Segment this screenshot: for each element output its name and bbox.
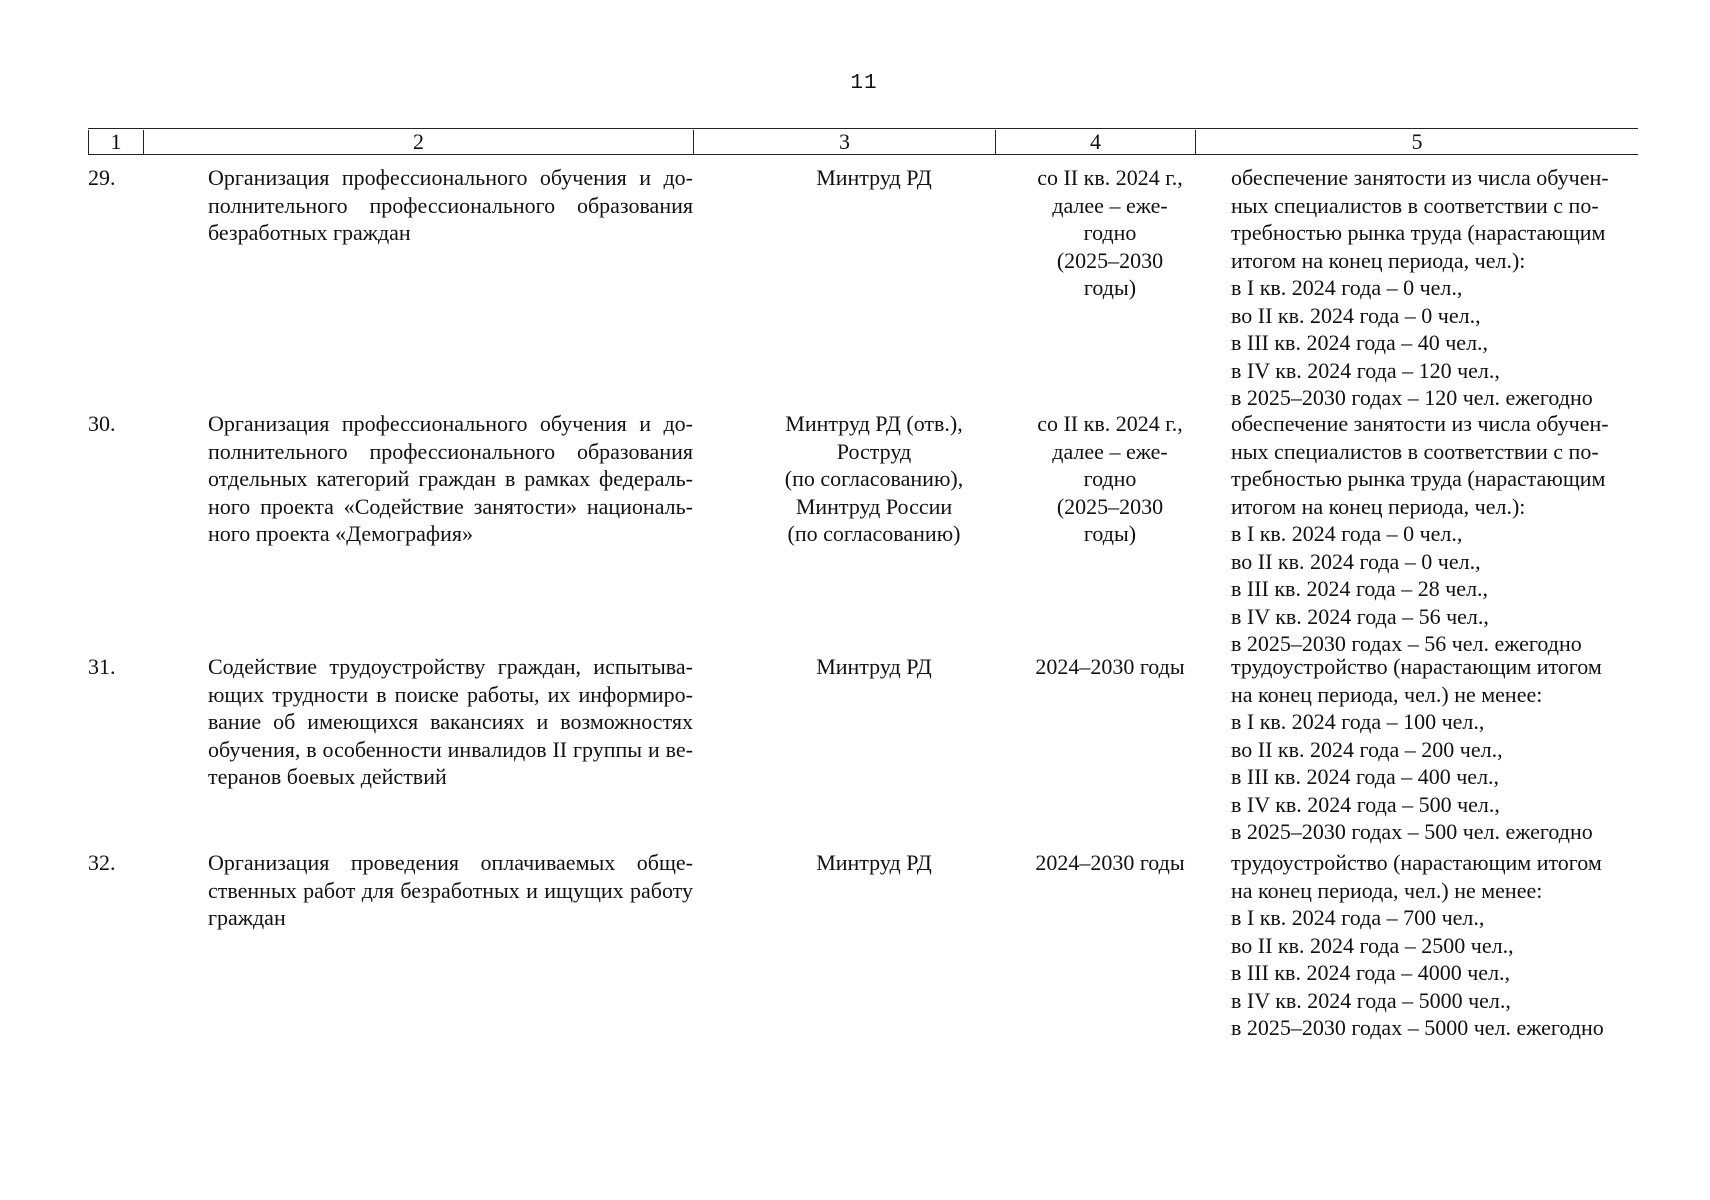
- measure-name-line: обучения, в особенности инвалидов II группы и ве-: [208, 736, 693, 762]
- execution-term: [995, 653, 1195, 846]
- row-number: 31.: [88, 654, 116, 679]
- table-header-row: [88, 130, 1638, 155]
- expected-result-line: в III кв. 2024 года – 40 чел.,: [1231, 330, 1489, 355]
- responsible-executor: [693, 653, 995, 846]
- expected-result: [1195, 410, 1638, 658]
- execution-term: [995, 164, 1195, 412]
- row-number: 29.: [88, 165, 116, 190]
- expected-result-line: во II кв. 2024 года – 0 чел.,: [1231, 302, 1481, 328]
- column-header-3: 3: [693, 130, 995, 154]
- execution-term-line: (2025–2030: [1056, 247, 1164, 273]
- column-header-4: 4: [995, 130, 1195, 154]
- measure-name-line: вание об имеющихся вакансиях и возможностях: [208, 709, 693, 734]
- measure-name: [143, 410, 693, 658]
- row-number: 32.: [88, 850, 116, 875]
- page-number: 11: [850, 72, 878, 95]
- expected-result-line: в IV кв. 2024 года – 56 чел.,: [1231, 603, 1489, 629]
- measure-name-line: полнительного профессионального образования: [208, 192, 693, 218]
- measure-name: [143, 849, 693, 1042]
- expected-result-line: обеспечение занятости из числа обучен-: [1231, 165, 1609, 190]
- execution-term-line: 2024–2030 годы: [1035, 850, 1185, 875]
- expected-result-line: в 2025–2030 годах – 5000 чел. ежегодно: [1231, 1015, 1604, 1040]
- expected-result-line: требностью рынка труда (нарастающим: [1231, 466, 1606, 491]
- execution-term-line: годы): [1083, 275, 1137, 300]
- table-row: [88, 164, 1638, 412]
- measure-name: [143, 164, 693, 412]
- expected-result-line: итогом на конец периода, чел.):: [1231, 247, 1526, 273]
- column-header-5: 5: [1195, 130, 1638, 154]
- table-top-rule: [88, 128, 1638, 129]
- responsible-executor-line: Минтруд России: [795, 493, 953, 519]
- expected-result-line: в IV кв. 2024 года – 5000 чел.,: [1231, 987, 1511, 1013]
- responsible-executor: [693, 164, 995, 412]
- expected-result-line: в 2025–2030 годах – 56 чел. ежегодно: [1231, 631, 1582, 656]
- expected-result-line: требностью рынка труда (нарастающим: [1231, 220, 1606, 245]
- expected-result-line: в 2025–2030 годах – 500 чел. ежегодно: [1231, 819, 1593, 844]
- responsible-executor-line: (по согласованию),: [784, 466, 964, 491]
- column-header-1: 1: [88, 130, 143, 154]
- expected-result-line: ных специалистов в соответствии с по-: [1231, 192, 1599, 218]
- expected-result-line: итогом на конец периода, чел.):: [1231, 493, 1526, 519]
- expected-result-line: трудоустройство (нарастающим итогом: [1231, 850, 1602, 875]
- expected-result-line: в III кв. 2024 года – 28 чел.,: [1231, 576, 1489, 601]
- expected-result-line: в I кв. 2024 года – 100 чел.,: [1231, 709, 1485, 734]
- execution-term-line: годно: [1083, 466, 1137, 491]
- responsible-executor: [693, 410, 995, 658]
- measure-name-line: Организация профессионального обучения и до-: [208, 411, 693, 436]
- row-number: 30.: [88, 411, 116, 436]
- column-header-2: 2: [143, 130, 693, 154]
- table-row: [88, 410, 1638, 658]
- expected-result-line: в 2025–2030 годах – 120 чел. ежегодно: [1231, 385, 1593, 410]
- execution-term: [995, 410, 1195, 658]
- expected-result-line: во II кв. 2024 года – 0 чел.,: [1231, 548, 1481, 574]
- measure-name-line: ного проекта «Содействие занятости» националь-: [208, 493, 693, 519]
- execution-term: [995, 849, 1195, 1042]
- measure-name-line: Содействие трудоустройству граждан, испытыва-: [208, 654, 693, 679]
- measure-name: [143, 653, 693, 846]
- expected-result: [1195, 849, 1638, 1042]
- execution-term-line: 2024–2030 годы: [1035, 654, 1185, 679]
- expected-result: [1195, 653, 1638, 846]
- expected-result-line: в IV кв. 2024 года – 120 чел.,: [1231, 357, 1500, 383]
- expected-result-line: в I кв. 2024 года – 0 чел.,: [1231, 275, 1463, 300]
- measure-name-line: ющих трудности в поиске работы, их информиро-: [208, 681, 693, 707]
- expected-result-line: трудоустройство (нарастающим итогом: [1231, 654, 1602, 679]
- execution-term-line: со II кв. 2024 г.,: [1037, 165, 1183, 190]
- measure-name-line: безработных граждан: [208, 220, 411, 245]
- measure-name-line: Организация профессионального обучения и до-: [208, 165, 693, 190]
- responsible-executor-line: Роструд: [836, 438, 912, 464]
- measure-name-line: теранов боевых действий: [208, 764, 447, 789]
- responsible-executor: [693, 849, 995, 1042]
- expected-result-line: в IV кв. 2024 года – 500 чел.,: [1231, 791, 1500, 817]
- measure-name-line: Организация проведения оплачиваемых обще-: [208, 850, 693, 875]
- execution-term-line: со II кв. 2024 г.,: [1037, 411, 1183, 436]
- responsible-executor-line: (по согласованию): [787, 521, 961, 546]
- responsible-executor-line: Минтруд РД (отв.),: [785, 411, 963, 436]
- measure-name-line: граждан: [208, 905, 286, 930]
- execution-term-line: далее – еже-: [1052, 438, 1168, 464]
- execution-term-line: далее – еже-: [1052, 192, 1168, 218]
- measure-name-line: ственных работ для безработных и ищущих работу: [208, 877, 693, 903]
- expected-result-line: в I кв. 2024 года – 700 чел.,: [1231, 905, 1485, 930]
- expected-result-line: в III кв. 2024 года – 400 чел.,: [1231, 764, 1500, 789]
- expected-result-line: во II кв. 2024 года – 2500 чел.,: [1231, 932, 1514, 958]
- execution-term-line: (2025–2030: [1056, 493, 1164, 519]
- expected-result-line: в III кв. 2024 года – 4000 чел.,: [1231, 960, 1511, 985]
- expected-result-line: во II кв. 2024 года – 200 чел.,: [1231, 736, 1503, 762]
- execution-term-line: годы): [1083, 521, 1137, 546]
- responsible-executor-line: Минтруд РД: [816, 850, 932, 875]
- measure-name-line: отдельных категорий граждан в рамках федераль-: [208, 466, 693, 491]
- expected-result-line: ных специалистов в соответствии с по-: [1231, 438, 1599, 464]
- responsible-executor-line: Минтруд РД: [816, 654, 932, 679]
- expected-result: [1195, 164, 1638, 412]
- expected-result-line: на конец периода, чел.) не менее:: [1231, 877, 1543, 903]
- responsible-executor-line: Минтруд РД: [816, 165, 932, 190]
- table-row: [88, 653, 1638, 846]
- expected-result-line: обеспечение занятости из числа обучен-: [1231, 411, 1609, 436]
- table-row: [88, 849, 1638, 1042]
- expected-result-line: в I кв. 2024 года – 0 чел.,: [1231, 521, 1463, 546]
- measure-name-line: полнительного профессионального образования: [208, 438, 693, 464]
- expected-result-line: на конец периода, чел.) не менее:: [1231, 681, 1543, 707]
- execution-term-line: годно: [1083, 220, 1137, 245]
- measure-name-line: ного проекта «Демография»: [208, 521, 473, 546]
